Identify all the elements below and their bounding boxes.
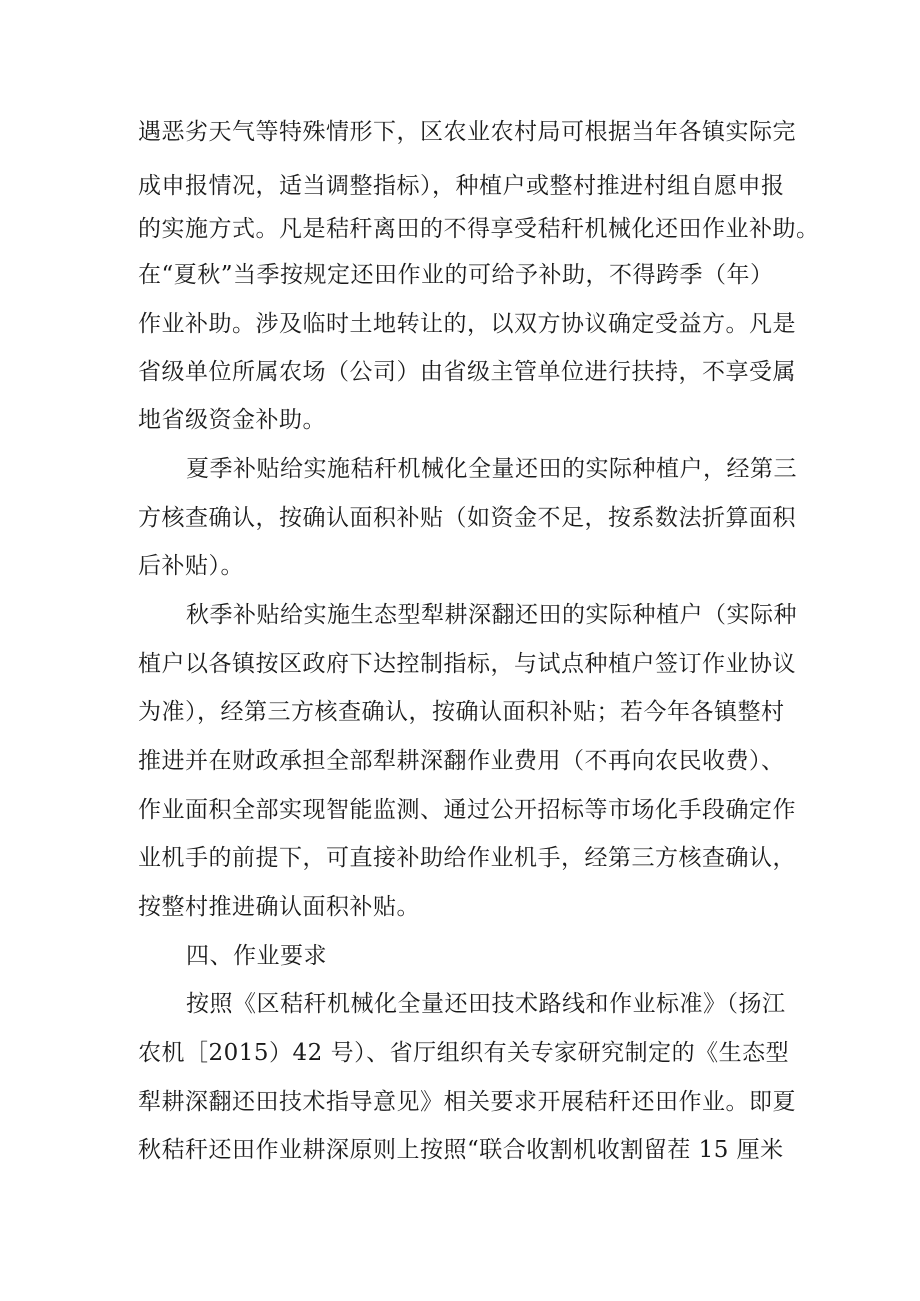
text-line: 方核查确认，按确认面积补贴（如资金不足，按系数法折算面积 — [138, 505, 796, 531]
text-line: 为准），经第三方核查确认，按确认面积补贴；若今年各镇整村 — [138, 699, 785, 725]
text-line: 秋季补贴给实施生态型犁耕深翻还田的实际种植户（实际种 — [186, 602, 797, 628]
text-line: 按整村推进确认面积补贴。 — [138, 894, 420, 920]
text-line: 地省级资金补助。 — [138, 407, 326, 433]
text-line: 在“夏秋”当季按规定还田作业的可给予补助，不得跨季（年） — [138, 262, 774, 288]
text-line: 成申报情况，适当调整指标），种植户或整村推进村组自愿申报 — [138, 173, 785, 199]
text-line: 农机［2015）42 号）、省厅组织有关专家研究制定的《生态型 — [138, 1040, 790, 1066]
text-line: 后补贴）。 — [138, 553, 244, 579]
text-line: 遇恶劣天气等特殊情形下，区农业农村局可根据当年各镇实际完 — [138, 119, 796, 145]
text-line: 植户以各镇按区政府下达控制指标，与试点种植户签订作业协议 — [138, 651, 796, 677]
text-line: 作业面积全部实现智能监测、通过公开招标等市场化手段确定作 — [138, 797, 796, 823]
text-line: 推进并在财政承担全部犁耕深翻作业费用（不再向农民收费）、 — [138, 748, 785, 774]
section-heading: 四、作业要求 — [186, 943, 327, 969]
text-line: 的实施方式。凡是秸秆离田的不得享受秸秆机械化还田作业补助。 — [138, 216, 820, 242]
text-line: 夏季补贴给实施秸秆机械化全量还田的实际种植户，经第三 — [186, 456, 797, 482]
text-line: 作业补助。涉及临时土地转让的，以双方协议确定受益方。凡是 — [138, 311, 796, 337]
text-line: 秋秸秆还田作业耕深原则上按照“联合收割机收割留茬 15 厘米 — [138, 1137, 784, 1163]
text-line: 按照《区秸秆机械化全量还田技术路线和作业标准》（扬江 — [186, 991, 786, 1017]
text-line: 省级单位所属农场（公司）由省级主管单位进行扶持，不享受属 — [138, 359, 796, 385]
text-line: 业机手的前提下，可直接补助给作业机手，经第三方核查确认， — [138, 845, 796, 871]
text-line: 犁耕深翻还田技术指导意见》相关要求开展秸秆还田作业。即夏 — [138, 1089, 796, 1115]
